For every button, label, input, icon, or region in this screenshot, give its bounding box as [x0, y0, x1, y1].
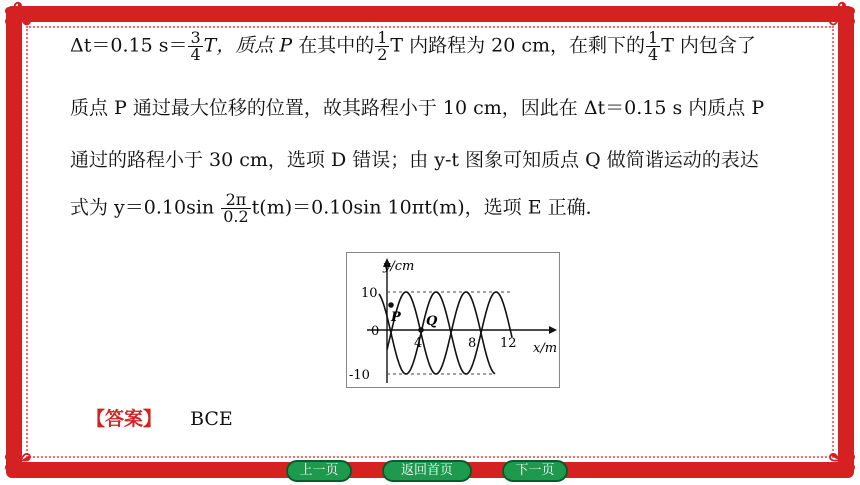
fraction: $\frac{1}{2}$ — [377, 28, 388, 64]
point-q — [418, 327, 424, 333]
x-axis-label: x/m — [533, 341, 558, 356]
dotted-border — [26, 26, 834, 458]
x-tick-8: 8 — [468, 336, 477, 351]
y-tick-top: 10 — [361, 286, 378, 301]
corner-ornament-icon: ❃ — [826, 441, 858, 485]
text-line-1: Δt＝0.15 s＝ $\frac{3}{4}$ T，质点 P 在其中的 $\frac{1}{2}$ T 内路程为 20 cm，在剩下的 $\frac{1}{4}$ T 内包含了 — [70, 28, 756, 64]
answer-tag: 【答案】 — [86, 408, 163, 430]
corner-ornament-icon: ❃ — [826, 0, 858, 39]
answer-row — [86, 404, 233, 431]
origin-label: 0 — [371, 324, 380, 339]
fraction: $\frac{2\pi}{0.2}$ — [223, 190, 249, 226]
wave-graph-svg — [347, 253, 559, 387]
prev-page-button[interactable]: 上一页 — [286, 460, 352, 482]
text-line-4: 式为 y＝0.10sin $\frac{2\pi}{0.2}$ t(m)＝0.10sin 10πt(m)，选项 E 正确． — [70, 190, 605, 226]
next-page-button[interactable]: 下一页 — [502, 460, 568, 482]
y-axis-label: y/cm — [383, 259, 415, 274]
fraction: $\frac{3}{4}$ — [190, 28, 201, 64]
text-line-2: 质点 P 通过最大位移的位置，故其路程小于 10 cm，因此在 Δt＝0.15 s 内质点 P — [70, 97, 765, 119]
answer-value: BCE — [190, 408, 233, 430]
point-q-label: Q — [426, 314, 438, 329]
text-line-3: 通过的路程小于 30 cm，选项 D 错误；由 y-t 图象可知质点 Q 做简谐运动的表达 — [70, 149, 759, 171]
corner-ornament-icon: ❃ — [2, 441, 34, 485]
point-p — [388, 302, 394, 308]
point-p-label: P — [391, 310, 401, 325]
home-button[interactable]: 返回首页 — [382, 460, 472, 482]
fraction: $\frac{1}{4}$ — [648, 28, 659, 64]
y-tick-bottom: -10 — [349, 368, 370, 383]
wave-curve-2 — [387, 292, 495, 374]
corner-ornament-icon: ❃ — [2, 0, 34, 39]
x-axis-arrow-icon — [549, 326, 557, 334]
x-tick-4: 4 — [414, 336, 423, 351]
wave-graph — [346, 252, 560, 388]
x-tick-12: 12 — [500, 336, 517, 351]
